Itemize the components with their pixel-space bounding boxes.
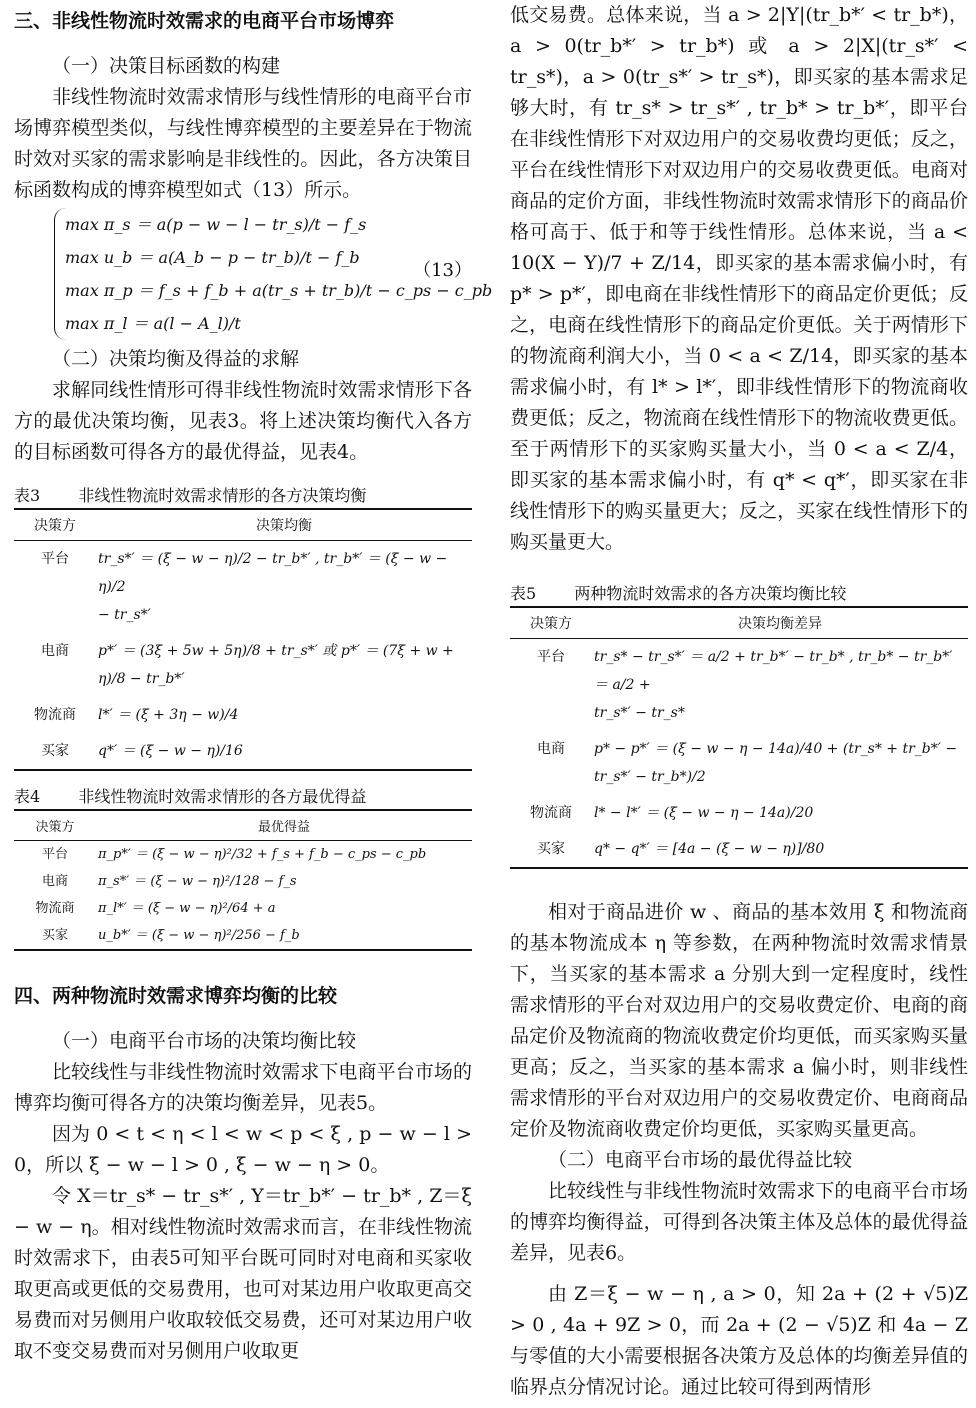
table-header-party: 决策方 [14, 509, 96, 541]
table-header-row [14, 509, 472, 541]
table-header-row [14, 810, 472, 841]
table-row [510, 795, 968, 831]
equation-number: （13） [413, 260, 472, 281]
table-header-party: 决策方 [14, 810, 96, 841]
table-cell-formula: tr_s* − tr_s*′ ＝ a/2 + tr_b*′ − tr_b* , tr_b* − tr_b*′ ＝ a/2 + tr_s*′ − tr_s* [594, 649, 953, 721]
table-row [14, 841, 472, 869]
table-5-number: 表5 [510, 584, 537, 603]
paragraph-compare: 比较线性与非线性物流时效需求下电商平台市场的博弈均衡可得各方的决策均衡差异，见表5。 [14, 1061, 472, 1114]
table-header-row [510, 607, 968, 639]
table-cell-party: 物流商 [34, 707, 76, 723]
table-cell-party: 平台 [41, 847, 68, 862]
table-3-caption [14, 484, 472, 508]
right-column [510, 0, 968, 1403]
table-row [14, 733, 472, 770]
subsection-equilibrium-title: （二）决策均衡及得益的求解 [52, 348, 300, 370]
table-header-value: 最优得益 [96, 810, 472, 841]
paragraph-summary: 相对于商品进价 w 、商品的基本效用 ξ 和物流商的基本物流成本 η 等参数，在两种物流时效需求情景下，当买家的基本需求 a 分别大到一定程度时，线性需求情形的平台对双边用户的交易收费定价、电商的商品定价及物流商的物流收费定价均更低，而买家购买量更高；反之，当买家的基本需求 a 偏小时，则非线性需求情形的平台对双边用户的交易收费定价、电商商品定价及物流商收费定价均更低，买家购买量更高。 [510, 901, 968, 1140]
table-4 [14, 809, 472, 951]
table-cell-party: 买家 [14, 733, 96, 770]
equation-line: max π_p ＝ f_s + f_b + a(tr_s + tr_b)/t − c_ps − c_pb [65, 281, 493, 300]
table-cell-formula: π_p*′ ＝ (ξ − w − η)²/32 + f_s + f_b − c_ps − c_pb [98, 847, 427, 862]
table-row [14, 697, 472, 733]
table-cell-formula: π_s*′ ＝ (ξ − w − η)²/128 − f_s [98, 874, 297, 889]
table-4-number: 表4 [14, 787, 41, 806]
section-4-title: 四、两种物流时效需求博弈均衡的比较 [14, 985, 338, 1007]
table-cell-party: 电商 [41, 874, 68, 889]
paragraph-payoff: 比较线性与非线性物流时效需求下的电商平台市场的博弈均衡得益，可得到各决策主体及总体的最优得益差异，见表6。 [510, 1180, 968, 1264]
equation-line: max π_l ＝ a(l − A_l)/t [65, 314, 241, 333]
paragraph-conditions: 因为 0 < t < η < l < w < p < ξ , p − w − l > 0，所以 ξ − w − l > 0 , ξ − w − η > 0。 [14, 1123, 472, 1176]
subsection-compare-title: （一）电商平台市场的决策均衡比较 [52, 1030, 357, 1052]
table-row [14, 868, 472, 895]
section-3-title: 三、非线性物流时效需求的电商平台市场博弈 [14, 10, 395, 32]
table-cell-formula: u_b*′ ＝ (ξ − w − η)²/256 − f_b [96, 922, 472, 950]
table-cell-formula: p* − p*′ ＝ (ξ − w − η − 14a)/40 + (tr_s* + tr_b*′ − tr_s*′ − tr_b*)/2 [594, 741, 958, 785]
table-cell-party: 平台 [537, 649, 565, 665]
table-row [510, 731, 968, 795]
table-row [510, 831, 968, 868]
table-cell-party: 买家 [14, 922, 96, 950]
table-5-title: 两种物流时效需求的各方决策均衡比较 [574, 584, 847, 603]
table-cell-party: 电商 [41, 643, 69, 659]
table-cell-formula: tr_s*′ ＝ (ξ − w − η)/2 − tr_b*′ , tr_b*′ ＝ (ξ − w − η)/2 − tr_s*′ [98, 551, 448, 623]
table-3-number: 表3 [14, 486, 41, 505]
table-cell-formula: q* − q*′ ＝ [4a − (ξ − w − η)]/80 [592, 831, 968, 868]
table-row [14, 922, 472, 950]
table-row [14, 895, 472, 922]
table-cell-formula: π_l*′ ＝ (ξ − w − η)²/64 + a [98, 901, 276, 916]
table-cell-formula: l*′ ＝ (ξ + 3η − w)/4 [98, 707, 239, 723]
table-row [14, 633, 472, 697]
left-column [14, 0, 493, 1367]
table-cell-party: 电商 [537, 741, 565, 757]
table-cell-party: 物流商 [530, 805, 572, 821]
paragraph-model: 非线性物流时效需求情形与线性情形的电商平台市场博弈模型类似，与线性博弈模型的主要差异在于物流时效对买家的需求影响是非线性的。因此，各方决策目标函数构成的博弈模型如式（13）所示。 [14, 86, 472, 201]
subsection-objective-title: （一）决策目标函数的构建 [52, 55, 281, 77]
table-3 [14, 508, 472, 771]
table-5-caption [510, 582, 968, 606]
table-row [14, 541, 472, 634]
table-cell-party: 物流商 [35, 901, 75, 916]
table-header-value: 决策均衡差异 [592, 607, 968, 639]
paragraph-fee-comparison: 低交易费。总体来说，当 a > 2|Y|(tr_b*′ < tr_b*)，a > 0(tr_b*′ > tr_b*) 或 a > 2|X|(tr_s*′ < tr_s*)，a > 0(tr_s*′ > tr_s*)，即买家的基本需求足够大时，有 tr_s* > tr_s*′ , tr_b* > tr_b*′，即平台在非线性情形下对双边用户的交易收费均更低；反之，平台在线性情形下对双边用户的交易收费更低。电商对商品的定价方面，非线性物流时效需求情形下的商品价格可高于、低于和等于线性情形。总体来说，当 a < 10(X − Y)/7 + Z/14，即买家的基本需求偏小时，有 p* > p*′，即电商在非线性情形下的商品定价更低；反之，电商在线性情形下的商品定价更低。关于两情形下的物流商利润大小，当 0 < a < Z/14，即买家的基本需求偏小时，有 l* > l*′，即非线性情形下的物流商收费更低；反之，物流商在线性情形下的物流收费更低。至于两情形下的买家购买量大小，当 0 < a < Z/4，即买家的基本需求偏小时，有 q* < q*′，即买家在非线性情形下的购买量更大；反之，买家在线性情形下的购买量更大。 [510, 4, 968, 553]
table-cell-formula: l* − l*′ ＝ (ξ − w − η − 14a)/20 [594, 805, 814, 821]
table-cell-party: 平台 [41, 551, 69, 567]
paragraph-solution: 求解同线性情形可得非线性物流时效需求情形下各方的最优决策均衡，见表3。将上述决策均衡代入各方的目标函数可得各方的最优得益，见表4。 [14, 379, 472, 463]
table-cell-formula: q*′ ＝ (ξ − w − η)/16 [96, 733, 472, 770]
equation-line: max π_s ＝ a(p − w − l − tr_s)/t − f_s [65, 215, 367, 234]
subsection-payoff-title: （二）电商平台市场的最优得益比较 [548, 1149, 853, 1171]
table-cell-formula: p*′ ＝ (3ξ + 5w + 5η)/8 + tr_s*′ 或 p*′ ＝ (7ξ + w + η)/8 − tr_b*′ [98, 643, 454, 687]
table-5 [510, 606, 968, 869]
equation-line: max u_b ＝ a(A_b − p − tr_b)/t − f_b [65, 248, 360, 267]
table-header-value: 决策均衡 [96, 509, 472, 541]
table-cell-party: 买家 [510, 831, 592, 868]
paragraph-critical-points: 由 Z＝ξ − w − η , a > 0，知 2a + (2 + √5)Z > 0 , 4a + 9Z > 0，而 2a + (2 − √5)Z 和 4a − Z 与零值的大小需要根据各决策方及总体的均衡差异值的临界点分情况讨论。通过比较可得到两情形 [510, 1283, 968, 1398]
paragraph-definitions: 令 X＝tr_s* − tr_s*′ , Y＝tr_b*′ − tr_b* , Z＝ξ − w − η。相对线性物流时效需求而言，在非线性物流时效需求下，由表5可知平台既可同时对电商和买家收取更高或更低的交易费用，也可对某边用户收取更高交易费而对另侧用户收取较低交易费，还可对某边用户收取不变交易费而对另侧用户收取更 [14, 1185, 472, 1362]
table-4-title: 非线性物流时效需求情形的各方最优得益 [78, 787, 367, 806]
table-header-party: 决策方 [510, 607, 592, 639]
table-4-caption [14, 785, 472, 809]
table-3-title: 非线性物流时效需求情形的各方决策均衡 [78, 486, 367, 505]
table-row [510, 639, 968, 732]
equation-13 [54, 208, 493, 340]
